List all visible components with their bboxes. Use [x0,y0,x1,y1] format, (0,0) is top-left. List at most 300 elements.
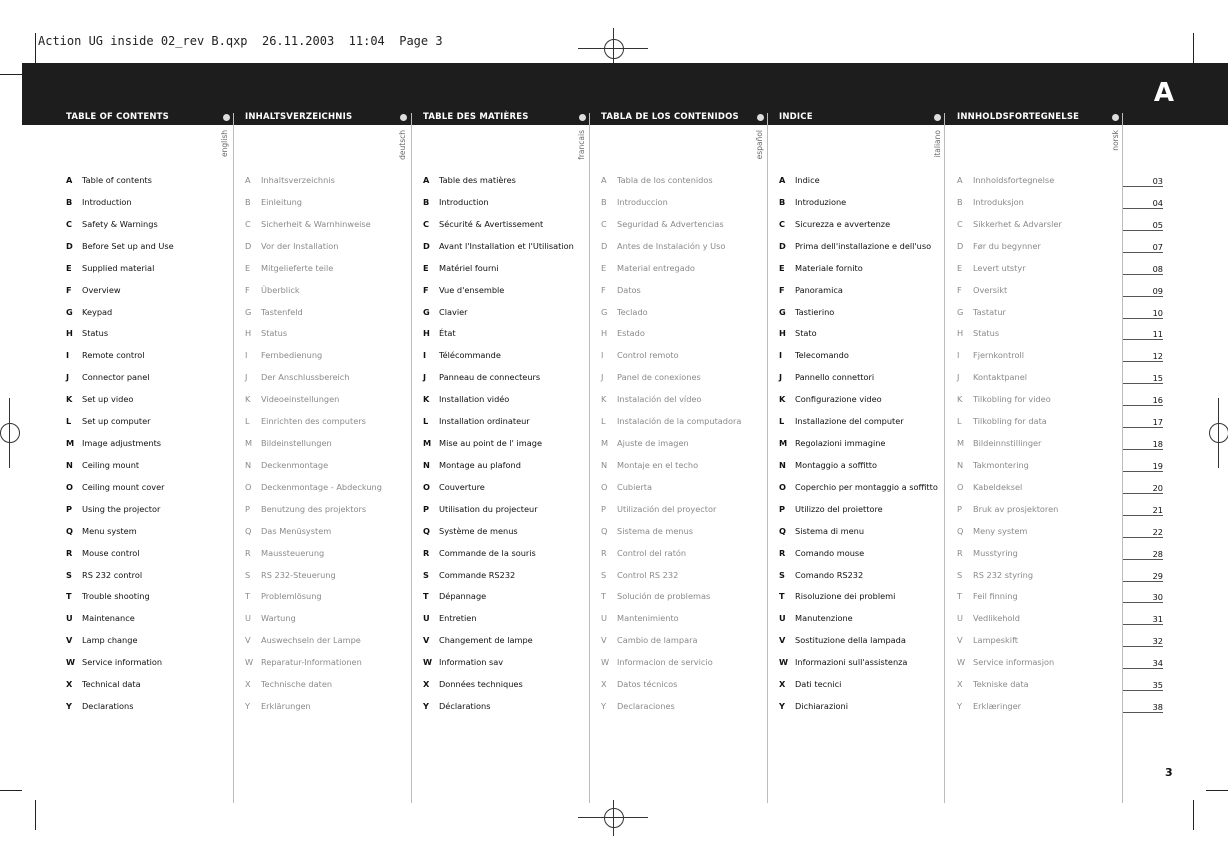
entry-letter: I [957,350,960,361]
entry-title: Dépannage [439,591,487,602]
entry-title: Lampeskift [973,635,1019,646]
entry-letter: L [601,416,606,427]
entry-letter: Y [601,701,607,712]
entry-title: Safety & Warnings [82,218,158,229]
entry-letter: L [957,416,962,427]
column-divider [411,113,412,803]
crop-mark [1193,33,1194,63]
entry-title: Material entregado [617,262,695,273]
crop-mark [35,33,36,63]
entry-letter: F [601,284,606,295]
entry-letter: P [779,503,786,514]
entry-letter: Q [957,525,964,536]
bullet-icon [934,114,941,121]
entry-letter: L [779,416,785,427]
entry-letter: D [66,240,73,251]
column-header-italiano: INDICE [779,112,813,125]
entry-letter: G [779,306,786,317]
entry-letter: A [601,175,607,185]
entry-title: Introduction [439,196,489,207]
entry-letter: M [601,438,609,449]
entry-title: Sécurité & Avertissement [439,218,544,229]
entry-letter: O [66,481,73,492]
entry-letter: L [423,416,429,427]
page-ref[interactable]: 19 [1123,461,1163,472]
entry-letter: W [66,657,76,668]
entry-title: Ceiling mount cover [82,481,165,492]
entry-title: Données techniques [439,679,523,690]
language-label: norsk [1111,130,1120,151]
entry-letter: U [601,613,607,624]
entry-title: Erklæringer [973,701,1022,712]
entry-title: Instalación de la computadora [617,416,742,427]
entry-title: Commande RS232 [439,569,516,580]
bullet-icon [757,114,764,121]
entry-title: Table of contents [82,175,152,185]
entry-letter: X [245,679,251,690]
entry-letter: B [601,196,607,207]
entry-letter: Y [66,701,72,712]
entry-letter: R [245,547,251,558]
entry-title: Avant l'Installation et l'Utilisation [439,240,574,251]
entry-title: Bildeinstellungen [261,438,332,449]
entry-title: Coperchio per montaggio a soffitto [795,481,938,492]
entry-letter: U [957,613,963,624]
entry-letter: N [423,459,430,470]
entry-title: Maintenance [82,613,135,624]
crop-mark [0,74,22,75]
entry-title: Mitgelieferte teile [261,262,334,273]
column-header-english: TABLE OF CONTENTS [66,112,169,125]
entry-letter: T [423,591,429,602]
entry-title: Configurazione video [795,394,882,405]
entry-letter: V [779,635,786,646]
entry-letter: S [779,569,785,580]
entry-title: Vor der Installation [261,240,339,251]
column-divider [589,113,590,803]
entry-letter: I [423,350,427,361]
entry-letter: E [601,262,607,273]
entry-letter: U [66,613,73,624]
entry-title: Mouse control [82,547,140,558]
entry-title: Vedlikehold [973,613,1020,624]
entry-letter: X [66,679,73,690]
page-ref[interactable]: 22 [1123,527,1163,538]
entry-letter: E [779,262,785,273]
entry-letter: P [423,503,430,514]
entry-letter: H [66,328,73,339]
entry-title: Das Menüsystem [261,525,332,536]
entry-title: Table des matières [439,175,516,185]
entry-title: Comando mouse [795,547,865,558]
entry-letter: T [601,591,607,602]
entry-letter: T [957,591,963,602]
entry-title: Keypad [82,306,113,317]
page-ref[interactable]: 20 [1123,483,1163,494]
entry-letter: D [245,240,252,251]
entry-letter: V [423,635,430,646]
column-divider [233,113,234,803]
entry-letter: F [66,284,72,295]
page-ref[interactable]: 11 [1123,329,1163,340]
entry-title: Status [82,328,109,339]
entry-letter: R [66,547,73,558]
entry-letter: V [245,635,251,646]
language-label: english [220,130,229,157]
entry-title: Panneau de connecteurs [439,372,541,383]
entry-letter: F [779,284,785,295]
entry-letter: L [66,416,72,427]
entry-letter: Q [66,525,73,536]
entry-letter: J [245,372,248,383]
entry-title: Der Anschlussbereich [261,372,350,383]
entry-letter: K [423,394,430,405]
page-ref[interactable]: 34 [1123,658,1163,669]
entry-title: Pannello connettori [795,372,875,383]
entry-letter: P [601,503,606,514]
language-label: italiano [933,130,942,158]
entry-title: Musstyring [973,547,1018,558]
page-ref[interactable]: 17 [1123,417,1163,428]
entry-title: Couverture [439,481,485,492]
entry-letter: W [245,657,254,668]
page-ref[interactable]: 30 [1123,592,1163,603]
registration-line [9,398,10,468]
entry-title: Regolazioni immagine [795,438,886,449]
entry-title: Before Set up and Use [82,240,174,251]
entry-letter: B [423,196,430,207]
entry-title: Cubierta [617,481,653,492]
entry-title: Introduksjon [973,196,1024,207]
entry-letter: C [779,218,786,229]
entry-letter: O [245,481,252,492]
entry-letter: A [66,175,73,185]
entry-letter: D [957,240,964,251]
entry-letter: J [779,372,783,383]
entry-title: Maussteuerung [261,547,325,558]
entry-title: Sistema de menus [617,525,694,536]
entry-letter: B [779,196,786,207]
bullet-icon [400,114,407,121]
entry-letter: A [245,175,251,185]
entry-letter: A [957,175,963,185]
entry-title: Montaggio a soffitto [795,459,878,470]
entry-title: Prima dell'installazione e dell'uso [795,240,932,251]
page-number: 3 [1165,766,1173,779]
entry-letter: E [66,262,72,273]
column-divider [1122,113,1123,803]
entry-title: Videoeinstellungen [261,394,340,405]
entry-letter: I [66,350,70,361]
entry-letter: D [779,240,786,251]
page-ref[interactable]: 04 [1123,198,1163,209]
entry-title: Information sav [439,657,504,668]
entry-letter: N [601,459,608,470]
entry-title: RS 232-Steuerung [261,569,336,580]
entry-title: Tastatur [973,306,1006,317]
entry-title: Innholdsfortegnelse [973,175,1055,185]
page-ref[interactable]: 35 [1123,680,1163,691]
entry-title: Benutzung des projektors [261,503,367,514]
entry-title: Set up video [82,394,134,405]
language-label: francais [577,130,586,160]
entry-title: RS 232 control [82,569,143,580]
entry-title: Tastierino [795,306,835,317]
entry-title: Einleitung [261,196,303,207]
entry-title: État [439,328,456,339]
entry-letter: K [779,394,786,405]
page-ref[interactable]: 31 [1123,614,1163,625]
entry-title: Tilkobling for video [973,394,1051,405]
entry-letter: J [957,372,960,383]
entry-letter: R [601,547,607,558]
entry-letter: G [423,306,430,317]
entry-title: Sicherheit & Warnhinweise [261,218,371,229]
page-ref[interactable]: 12 [1123,351,1163,362]
entry-title: RS 232 styring [973,569,1034,580]
entry-title: Technical data [82,679,141,690]
entry-letter: Q [423,525,430,536]
entry-title: Montage au plafond [439,459,521,470]
entry-letter: W [601,657,610,668]
entry-title: Problemlösung [261,591,322,602]
entry-title: Wartung [261,613,296,624]
entry-letter: V [957,635,963,646]
entry-title: Telecomando [795,350,849,361]
entry-title: Système de menus [439,525,518,536]
entry-letter: K [245,394,251,405]
crop-mark [1193,800,1194,830]
entry-letter: N [245,459,252,470]
entry-letter: I [779,350,783,361]
page-ref[interactable]: 18 [1123,439,1163,450]
entry-title: Commande de la souris [439,547,536,558]
registration-line [613,28,614,64]
entry-letter: M [423,438,432,449]
entry-letter: W [779,657,789,668]
entry-title: Overview [82,284,121,295]
crop-mark [0,790,22,791]
entry-letter: E [957,262,963,273]
entry-title: Vue d'ensemble [439,284,505,295]
entry-title: Changement de lampe [439,635,533,646]
page-ref[interactable]: 38 [1123,702,1163,713]
entry-title: Fernbedienung [261,350,323,361]
entry-letter: O [957,481,964,492]
entry-title: Datos [617,284,641,295]
entry-title: Datos técnicos [617,679,678,690]
entry-title: Reparatur-Informationen [261,657,362,668]
entry-letter: V [66,635,73,646]
entry-title: Service informasjon [973,657,1055,668]
entry-title: Introduction [82,196,132,207]
entry-letter: E [423,262,429,273]
entry-title: Dichiarazioni [795,701,848,712]
entry-title: Teclado [617,306,648,317]
page-ref[interactable]: 32 [1123,636,1163,647]
entry-title: Deckenmontage - Abdeckung [261,481,382,492]
page-ref[interactable]: 29 [1123,571,1163,582]
entry-letter: F [423,284,429,295]
entry-letter: R [957,547,963,558]
entry-letter: M [779,438,788,449]
entry-title: Montaje en el techo [617,459,699,470]
entry-letter: S [245,569,251,580]
entry-title: Fjernkontroll [973,350,1025,361]
entry-title: Panoramica [795,284,843,295]
entry-letter: X [423,679,430,690]
entry-letter: Q [245,525,252,536]
entry-letter: Y [779,701,785,712]
entry-title: Technische daten [261,679,333,690]
entry-letter: K [957,394,963,405]
entry-title: Télécommande [439,350,501,361]
bullet-icon [1112,114,1119,121]
entry-letter: B [66,196,73,207]
entry-letter: A [779,175,786,185]
entry-letter: J [66,372,70,383]
entry-letter: G [245,306,252,317]
entry-title: Introduzione [795,196,847,207]
entry-letter: T [779,591,785,602]
entry-letter: N [957,459,964,470]
page-ref[interactable]: 08 [1123,264,1163,275]
entry-title: Installation vidéo [439,394,510,405]
column-divider [767,113,768,803]
entry-title: Déclarations [439,701,491,712]
entry-letter: S [601,569,607,580]
entry-title: Auswechseln der Lampe [261,635,361,646]
column-header-norsk: INNHOLDSFORTEGNELSE [957,112,1079,125]
entry-title: Sikkerhet & Advarsler [973,218,1062,229]
crop-mark [1206,790,1228,791]
column-header-francais: TABLE DES MATIÈRES [423,112,529,125]
entry-title: Deckenmontage [261,459,329,470]
section-letter: A [1153,78,1174,108]
entry-letter: J [423,372,427,383]
entry-letter: I [245,350,248,361]
entry-title: Stato [795,328,817,339]
registration-mark-top [604,39,624,59]
entry-title: Tastenfeld [261,306,303,317]
entry-title: Seguridad & Advertencias [617,218,724,229]
entry-title: Sistema di menu [795,525,865,536]
entry-title: Status [261,328,288,339]
entry-letter: Q [601,525,608,536]
page-ref[interactable]: 28 [1123,549,1163,560]
entry-letter: Y [423,701,429,712]
entry-title: Informacion de servicio [617,657,713,668]
language-label: español [755,130,764,160]
registration-mark-bottom [604,808,624,828]
page-ref[interactable]: 16 [1123,395,1163,406]
entry-letter: N [779,459,786,470]
entry-title: Installation ordinateur [439,416,530,427]
page-ref[interactable]: 15 [1123,373,1163,384]
entry-title: Panel de conexiones [617,372,701,383]
entry-letter: E [245,262,251,273]
entry-letter: P [245,503,250,514]
entry-title: Antes de Instalación y Uso [617,240,726,251]
entry-title: Service information [82,657,163,668]
entry-letter: F [957,284,962,295]
entry-title: Utilización del proyector [617,503,717,514]
entry-letter: N [66,459,73,470]
entry-title: Inhaltsverzeichnis [261,175,335,185]
entry-letter: M [245,438,253,449]
entry-letter: H [601,328,608,339]
entry-letter: U [779,613,786,624]
language-label: deutsch [398,130,407,160]
entry-letter: X [957,679,963,690]
entry-title: Einrichten des computers [261,416,366,427]
entry-title: Clavier [439,306,468,317]
entry-letter: H [245,328,252,339]
entry-title: Dati tecnici [795,679,842,690]
entry-letter: T [245,591,251,602]
entry-letter: H [779,328,786,339]
entry-letter: R [423,547,430,558]
entry-letter: I [601,350,604,361]
entry-letter: L [245,416,250,427]
registration-line [1218,398,1219,468]
entry-title: Installazione del computer [795,416,904,427]
entry-letter: C [423,218,430,229]
entry-letter: C [601,218,607,229]
entry-title: Manutenzione [795,613,853,624]
entry-letter: W [423,657,433,668]
entry-title: Connector panel [82,372,150,383]
entry-letter: B [245,196,251,207]
entry-title: Sicurezza e avvertenze [795,218,891,229]
entry-letter: G [66,306,73,317]
entry-title: Tabla de los contenidos [617,175,713,185]
entry-letter: X [779,679,786,690]
entry-title: Oversikt [973,284,1008,295]
entry-letter: H [957,328,964,339]
entry-title: Meny system [973,525,1028,536]
page-ref[interactable]: 03 [1123,176,1163,187]
entry-title: Sostituzione della lampada [795,635,906,646]
entry-letter: T [66,591,72,602]
entry-title: Feil finning [973,591,1018,602]
entry-letter: O [601,481,608,492]
page-ref[interactable]: 05 [1123,220,1163,231]
crop-mark [35,800,36,830]
entry-letter: M [66,438,75,449]
entry-letter: M [957,438,965,449]
page-ref[interactable]: 21 [1123,505,1163,516]
entry-title: Declarations [82,701,134,712]
entry-title: Instalación del vídeo [617,394,702,405]
page-ref[interactable]: 09 [1123,286,1163,297]
entry-title: Set up computer [82,416,151,427]
page-ref[interactable]: 10 [1123,308,1163,319]
entry-title: Utilizzo del proiettore [795,503,883,514]
column-divider [944,113,945,803]
entry-title: Control RS 232 [617,569,679,580]
entry-letter: K [601,394,607,405]
entry-letter: P [957,503,962,514]
entry-title: Risoluzione dei problemi [795,591,896,602]
entry-title: Bildeinnstillinger [973,438,1042,449]
entry-letter: Y [957,701,963,712]
registration-mark-left [0,423,20,443]
entry-letter: U [423,613,430,624]
page-ref[interactable]: 07 [1123,242,1163,253]
entry-title: Überblick [261,284,300,295]
entry-title: Control del ratón [617,547,687,558]
